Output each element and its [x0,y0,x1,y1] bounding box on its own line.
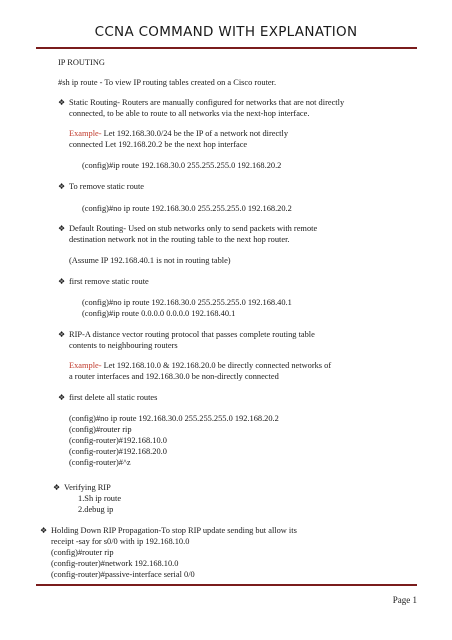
header-divider [36,47,417,49]
remove-static-command: (config)#no ip route 192.168.30.0 255.255.255.0 192.168.20.2 [82,204,292,213]
verify-item-1: 1.Sh ip route [78,494,122,503]
default-routing-line1: Default Routing- Used on stub networks only to send packets with remote [69,224,318,233]
first-remove-title: first remove static route [69,277,149,286]
static-example-line1: Example- Let 192.168.30.0/24 be the IP of a network not directly [69,129,289,138]
delete-static-title: first delete all static routes [69,393,158,402]
first-remove-command-1: (config)#no ip route 192.168.30.0 255.255.255.0 192.168.40.1 [82,298,292,307]
holddown-command-1: (config)#router rip [51,548,114,557]
holddown-line2: receipt -say for s0/0 with ip 192.168.10.0 [51,537,190,546]
bullet-icon: ❖ [58,224,66,233]
bullet-icon: ❖ [58,182,66,191]
rip-line1: RIP-A distance vector routing protocol that passes complete routing table [69,330,315,339]
page-title: CCNA COMMAND WITH EXPLANATION [94,24,358,40]
verify-title: Verifying RIP [64,483,111,492]
bullet-icon: ❖ [58,277,66,286]
delete-static-command-1: (config)#no ip route 192.168.30.0 255.255.255.0 192.168.20.2 [69,414,279,423]
rip-example-line2: a router interfaces and 192.168.30.0 be non-directly connected [69,372,279,381]
section-heading: IP ROUTING [58,58,105,67]
verify-item-2: 2.debug ip [78,505,114,514]
delete-static-command-3: (config-router)#192.168.10.0 [69,436,167,445]
holddown-command-2: (config-router)#network 192.168.10.0 [51,559,179,568]
bullet-icon: ❖ [58,330,66,339]
bullet-icon: ❖ [58,393,66,402]
remove-static-title: To remove static route [69,182,144,191]
example-label: Example- [69,361,102,370]
bullet-icon: ❖ [58,98,66,107]
example-label: Example- [69,129,102,138]
static-routing-line2: connected, to be able to route to all networks via the next-hop interface. [69,109,310,118]
intro-text: #sh ip route - To view IP routing tables created on a Cisco router. [58,78,277,87]
static-routing-line1: Static Routing- Routers are manually configured for networks that are not directly [69,98,345,107]
bullet-icon: ❖ [40,526,48,535]
footer-divider [36,584,417,586]
page-number: Page 1 [392,595,417,605]
delete-static-command-5: (config-router)#^z [69,458,131,467]
default-routing-line2: destination network not in the routing table to the next hop router. [69,235,290,244]
holddown-command-3: (config-router)#passive-interface serial 0/0 [51,570,195,579]
delete-static-command-2: (config)#router rip [69,425,132,434]
static-route-command: (config)#ip route 192.168.30.0 255.255.255.0 192.168.20.2 [82,161,282,170]
static-example-line2: connected Let 192.168.20.2 be the next hop interface [69,140,248,149]
delete-static-command-4: (config-router)#192.168.20.0 [69,447,167,456]
first-remove-command-2: (config)#ip route 0.0.0.0 0.0.0.0 192.168.40.1 [82,309,236,318]
rip-line2: contents to neighbouring routers [69,341,178,350]
bullet-icon: ❖ [53,483,61,492]
default-routing-assumption: (Assume IP 192.168.40.1 is not in routing table) [69,256,231,265]
rip-example-line1: Example- Let 192.168.10.0 & 192.168.20.0 be directly connected networks of [69,361,332,370]
holddown-line1: Holding Down RIP Propagation-To stop RIP update sending but allow its [51,526,297,535]
